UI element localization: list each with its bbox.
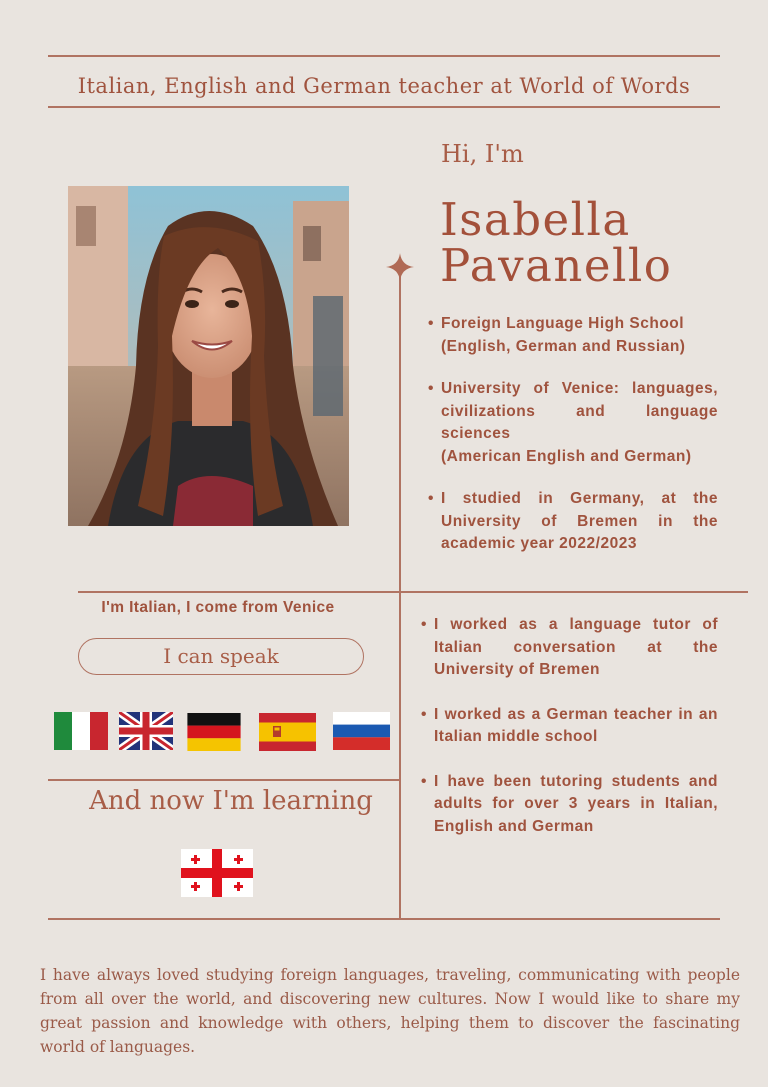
bio-paragraph: I have always loved studying foreign languages, traveling, communicating with people from all over the world, and discovering new cultures. Now I would like to share my great passion and knowledge with others, helping them to discover the fascinating world of languages. <box>40 966 740 1056</box>
flag-italy-icon <box>54 712 108 750</box>
origin-text: I'm Italian, I come from Venice <box>101 599 335 616</box>
education-item-text: University of Venice: languages, civilizations and language sciences <box>441 380 718 442</box>
first-name: Isabella <box>440 193 631 246</box>
flag-spain-icon <box>259 713 316 751</box>
middle-horizontal-divider <box>78 591 748 593</box>
title-underline <box>48 106 720 108</box>
list-item: • I worked as a German teacher in an Italian middle school <box>421 704 718 749</box>
list-item: • I have been tutoring students and adults for over 3 years in Italian, English and German <box>421 771 718 839</box>
list-item: • I worked as a language tutor of Italian conversation at the University of Bremen <box>421 614 718 682</box>
top-divider <box>48 55 720 57</box>
portrait-photo <box>68 186 349 526</box>
education-item-detail: (American English and German) <box>441 447 692 465</box>
flag-georgia-icon <box>181 849 253 897</box>
education-item-text: Foreign Language High School <box>441 315 685 332</box>
list-item <box>428 313 718 358</box>
greeting: Hi, I'm <box>441 140 524 168</box>
left-divider <box>48 779 400 781</box>
bottom-divider <box>48 918 720 920</box>
learning-label: And now I'm learning <box>89 786 373 816</box>
list-item <box>428 378 718 468</box>
flag-germany-icon <box>186 713 242 751</box>
speak-label: I can speak <box>78 638 364 675</box>
education-list <box>428 313 718 576</box>
page-title: Italian, English and German teacher at World of Words <box>77 74 691 98</box>
last-name: Pavanello <box>440 239 673 292</box>
flag-russia-icon <box>333 712 390 750</box>
education-item-detail: (English, German and Russian) <box>441 337 686 355</box>
flag-uk-icon <box>119 712 173 750</box>
experience-list <box>421 614 718 860</box>
sparkle-icon <box>386 253 414 281</box>
list-item <box>428 488 718 556</box>
education-item-text: I studied in Germany, at the University of Bremen in the academic year 2022/2023 <box>441 490 718 552</box>
